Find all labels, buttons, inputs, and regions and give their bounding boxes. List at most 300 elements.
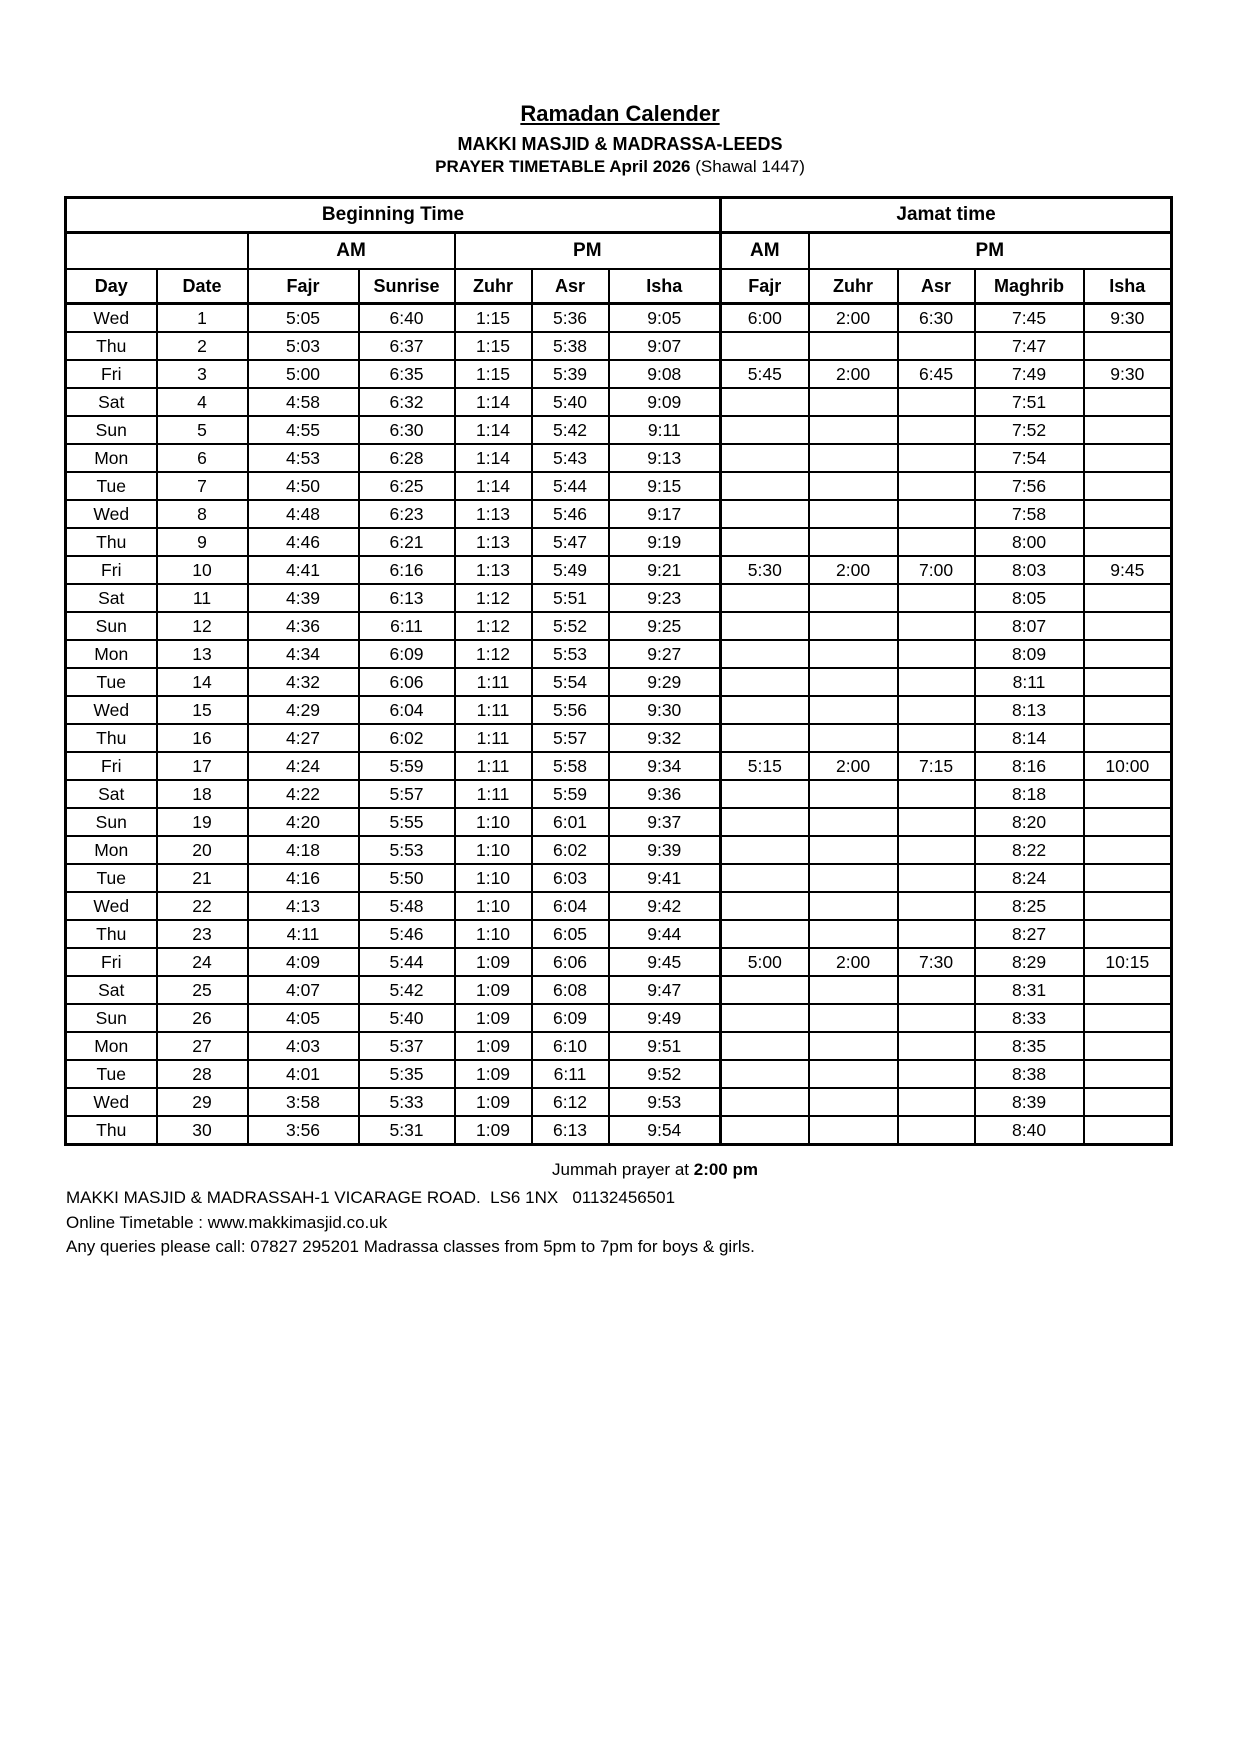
table-row — [66, 1088, 1172, 1116]
cell-zuhr-begin: 1:14 — [455, 388, 532, 416]
cell-day: Wed — [66, 696, 157, 724]
table-row — [66, 556, 1172, 584]
jummah-note — [0, 1158, 1240, 1182]
col-header-asr-begin: Asr — [532, 269, 609, 304]
cell-sunrise: 6:30 — [359, 416, 455, 444]
cell-sunrise: 6:13 — [359, 584, 455, 612]
cell-sunrise: 5:35 — [359, 1060, 455, 1088]
cell-isha-jamat — [1084, 1116, 1172, 1145]
cell-date: 18 — [157, 780, 248, 808]
cell-fajr-jamat — [721, 976, 809, 1004]
cell-maghrib-jamat: 8:13 — [975, 696, 1084, 724]
cell-asr-begin: 5:43 — [532, 444, 609, 472]
cell-zuhr-begin: 1:12 — [455, 584, 532, 612]
cell-fajr-begin: 4:32 — [248, 668, 359, 696]
cell-isha-jamat — [1084, 388, 1172, 416]
cell-zuhr-jamat — [809, 528, 898, 556]
cell-date: 20 — [157, 836, 248, 864]
cell-zuhr-jamat — [809, 1032, 898, 1060]
queries-line: Any queries please call: 07827 295201 Madrassa classes from 5pm to 7pm for boys & girls. — [66, 1237, 755, 1256]
cell-zuhr-jamat: 2:00 — [809, 556, 898, 584]
cell-asr-begin: 6:09 — [532, 1004, 609, 1032]
cell-date: 6 — [157, 444, 248, 472]
cell-maghrib-jamat: 8:16 — [975, 752, 1084, 780]
cell-maghrib-jamat: 8:24 — [975, 864, 1084, 892]
cell-asr-begin: 5:53 — [532, 640, 609, 668]
cell-sunrise: 5:44 — [359, 948, 455, 976]
table-row — [66, 416, 1172, 444]
cell-zuhr-begin: 1:14 — [455, 416, 532, 444]
cell-day: Tue — [66, 668, 157, 696]
cell-asr-begin: 6:10 — [532, 1032, 609, 1060]
cell-date: 23 — [157, 920, 248, 948]
cell-asr-jamat: 6:30 — [898, 304, 975, 333]
cell-isha-jamat — [1084, 696, 1172, 724]
cell-asr-begin: 6:01 — [532, 808, 609, 836]
page-title: Ramadan Calender — [520, 101, 720, 126]
cell-isha-begin: 9:17 — [609, 500, 721, 528]
jamat-pm-header: PM — [809, 233, 1172, 270]
cell-asr-jamat — [898, 332, 975, 360]
cell-date: 2 — [157, 332, 248, 360]
col-header-date: Date — [157, 269, 248, 304]
cell-fajr-jamat — [721, 892, 809, 920]
cell-fajr-begin: 3:56 — [248, 1116, 359, 1145]
cell-isha-begin: 9:44 — [609, 920, 721, 948]
cell-zuhr-jamat: 2:00 — [809, 360, 898, 388]
cell-zuhr-jamat — [809, 500, 898, 528]
cell-fajr-jamat — [721, 724, 809, 752]
cell-fajr-jamat — [721, 920, 809, 948]
cell-asr-begin: 5:56 — [532, 696, 609, 724]
cell-maghrib-jamat: 7:49 — [975, 360, 1084, 388]
cell-zuhr-begin: 1:15 — [455, 360, 532, 388]
cell-date: 7 — [157, 472, 248, 500]
cell-date: 19 — [157, 808, 248, 836]
cell-maghrib-jamat: 8:22 — [975, 836, 1084, 864]
meridiem-header-row — [66, 233, 1172, 270]
cell-fajr-begin: 4:16 — [248, 864, 359, 892]
cell-fajr-jamat: 5:45 — [721, 360, 809, 388]
cell-fajr-jamat — [721, 444, 809, 472]
cell-isha-begin: 9:34 — [609, 752, 721, 780]
cell-sunrise: 5:40 — [359, 1004, 455, 1032]
cell-isha-begin: 9:23 — [609, 584, 721, 612]
cell-isha-begin: 9:42 — [609, 892, 721, 920]
cell-asr-jamat — [898, 1060, 975, 1088]
cell-asr-begin: 5:54 — [532, 668, 609, 696]
cell-zuhr-begin: 1:09 — [455, 976, 532, 1004]
cell-zuhr-begin: 1:09 — [455, 948, 532, 976]
cell-sunrise: 5:46 — [359, 920, 455, 948]
cell-asr-jamat — [898, 472, 975, 500]
cell-date: 24 — [157, 948, 248, 976]
cell-isha-jamat — [1084, 416, 1172, 444]
cell-zuhr-begin: 1:11 — [455, 696, 532, 724]
cell-sunrise: 6:23 — [359, 500, 455, 528]
cell-fajr-begin: 4:41 — [248, 556, 359, 584]
cell-date: 11 — [157, 584, 248, 612]
table-row — [66, 444, 1172, 472]
cell-zuhr-jamat — [809, 416, 898, 444]
section-header-row — [66, 198, 1172, 233]
cell-maghrib-jamat: 8:14 — [975, 724, 1084, 752]
cell-sunrise: 6:21 — [359, 528, 455, 556]
cell-zuhr-jamat — [809, 1004, 898, 1032]
cell-sunrise: 6:02 — [359, 724, 455, 752]
cell-day: Tue — [66, 472, 157, 500]
cell-isha-jamat — [1084, 1060, 1172, 1088]
cell-fajr-begin: 4:03 — [248, 1032, 359, 1060]
cell-fajr-begin: 5:05 — [248, 304, 359, 333]
cell-zuhr-jamat: 2:00 — [809, 948, 898, 976]
cell-sunrise: 6:40 — [359, 304, 455, 333]
cell-date: 29 — [157, 1088, 248, 1116]
cell-sunrise: 6:35 — [359, 360, 455, 388]
cell-asr-begin: 5:36 — [532, 304, 609, 333]
cell-zuhr-begin: 1:09 — [455, 1060, 532, 1088]
cell-isha-jamat — [1084, 640, 1172, 668]
cell-asr-jamat — [898, 724, 975, 752]
cell-maghrib-jamat: 8:38 — [975, 1060, 1084, 1088]
cell-asr-jamat — [898, 500, 975, 528]
cell-asr-begin: 5:59 — [532, 780, 609, 808]
cell-date: 22 — [157, 892, 248, 920]
cell-day: Wed — [66, 1088, 157, 1116]
cell-isha-begin: 9:13 — [609, 444, 721, 472]
cell-fajr-begin: 4:13 — [248, 892, 359, 920]
cell-zuhr-jamat — [809, 472, 898, 500]
cell-asr-jamat — [898, 976, 975, 1004]
cell-fajr-begin: 4:24 — [248, 752, 359, 780]
cell-isha-begin: 9:21 — [609, 556, 721, 584]
cell-fajr-jamat: 6:00 — [721, 304, 809, 333]
cell-fajr-jamat — [721, 1088, 809, 1116]
cell-zuhr-begin: 1:14 — [455, 472, 532, 500]
cell-maghrib-jamat: 7:58 — [975, 500, 1084, 528]
cell-sunrise: 5:57 — [359, 780, 455, 808]
cell-maghrib-jamat: 8:03 — [975, 556, 1084, 584]
cell-maghrib-jamat: 8:00 — [975, 528, 1084, 556]
cell-date: 27 — [157, 1032, 248, 1060]
cell-asr-jamat — [898, 1116, 975, 1145]
cell-fajr-begin: 5:00 — [248, 360, 359, 388]
cell-maghrib-jamat: 8:07 — [975, 612, 1084, 640]
cell-zuhr-jamat — [809, 724, 898, 752]
table-row — [66, 892, 1172, 920]
cell-day: Thu — [66, 920, 157, 948]
cell-isha-begin: 9:39 — [609, 836, 721, 864]
cell-fajr-jamat — [721, 640, 809, 668]
cell-isha-jamat: 9:45 — [1084, 556, 1172, 584]
table-row — [66, 1060, 1172, 1088]
cell-zuhr-jamat — [809, 640, 898, 668]
cell-zuhr-begin: 1:12 — [455, 640, 532, 668]
cell-maghrib-jamat: 8:31 — [975, 976, 1084, 1004]
cell-isha-begin: 9:27 — [609, 640, 721, 668]
cell-isha-begin: 9:30 — [609, 696, 721, 724]
empty-corner-cell — [66, 233, 248, 270]
jummah-prefix: Jummah prayer at — [552, 1160, 694, 1179]
cell-isha-begin: 9:47 — [609, 976, 721, 1004]
jummah-time: 2:00 pm — [693, 1160, 758, 1179]
cell-isha-begin: 9:54 — [609, 1116, 721, 1145]
cell-fajr-begin: 4:48 — [248, 500, 359, 528]
cell-fajr-begin: 4:11 — [248, 920, 359, 948]
cell-fajr-jamat — [721, 668, 809, 696]
cell-date: 14 — [157, 668, 248, 696]
cell-fajr-jamat: 5:00 — [721, 948, 809, 976]
cell-zuhr-jamat — [809, 1060, 898, 1088]
timetable-heading — [0, 156, 1240, 178]
cell-asr-jamat — [898, 444, 975, 472]
cell-date: 8 — [157, 500, 248, 528]
cell-isha-begin: 9:07 — [609, 332, 721, 360]
cell-isha-begin: 9:53 — [609, 1088, 721, 1116]
cell-asr-jamat — [898, 1004, 975, 1032]
cell-isha-begin: 9:09 — [609, 388, 721, 416]
cell-asr-jamat — [898, 780, 975, 808]
cell-zuhr-begin: 1:13 — [455, 500, 532, 528]
cell-isha-jamat — [1084, 864, 1172, 892]
cell-isha-jamat — [1084, 1032, 1172, 1060]
cell-zuhr-begin: 1:11 — [455, 724, 532, 752]
cell-zuhr-begin: 1:10 — [455, 836, 532, 864]
cell-date: 28 — [157, 1060, 248, 1088]
cell-isha-begin: 9:19 — [609, 528, 721, 556]
cell-zuhr-jamat — [809, 612, 898, 640]
cell-asr-jamat — [898, 808, 975, 836]
cell-day: Mon — [66, 640, 157, 668]
cell-sunrise: 6:04 — [359, 696, 455, 724]
cell-day: Fri — [66, 948, 157, 976]
cell-isha-begin: 9:08 — [609, 360, 721, 388]
cell-isha-begin: 9:25 — [609, 612, 721, 640]
cell-asr-jamat — [898, 1032, 975, 1060]
beginning-am-header: AM — [248, 233, 455, 270]
table-row — [66, 752, 1172, 780]
cell-zuhr-jamat — [809, 808, 898, 836]
cell-isha-jamat — [1084, 724, 1172, 752]
table-row — [66, 808, 1172, 836]
cell-maghrib-jamat: 7:47 — [975, 332, 1084, 360]
col-header-isha-begin: Isha — [609, 269, 721, 304]
organisation-name: MAKKI MASJID & MADRASSA-LEEDS — [457, 134, 783, 154]
cell-fajr-jamat — [721, 612, 809, 640]
cell-sunrise: 6:16 — [359, 556, 455, 584]
cell-day: Wed — [66, 500, 157, 528]
cell-fajr-jamat — [721, 780, 809, 808]
cell-maghrib-jamat: 7:51 — [975, 388, 1084, 416]
cell-fajr-begin: 3:58 — [248, 1088, 359, 1116]
timetable-body — [66, 304, 1172, 1145]
cell-asr-jamat — [898, 1088, 975, 1116]
table-row — [66, 696, 1172, 724]
table-row — [66, 1004, 1172, 1032]
cell-date: 26 — [157, 1004, 248, 1032]
cell-maghrib-jamat: 8:25 — [975, 892, 1084, 920]
cell-zuhr-jamat — [809, 696, 898, 724]
col-header-sunrise: Sunrise — [359, 269, 455, 304]
cell-sunrise: 5:33 — [359, 1088, 455, 1116]
cell-sunrise: 5:48 — [359, 892, 455, 920]
cell-sunrise: 6:09 — [359, 640, 455, 668]
cell-date: 3 — [157, 360, 248, 388]
cell-fajr-jamat — [721, 472, 809, 500]
cell-day: Sun — [66, 1004, 157, 1032]
cell-day: Mon — [66, 444, 157, 472]
cell-fajr-jamat — [721, 808, 809, 836]
cell-isha-jamat — [1084, 1004, 1172, 1032]
cell-asr-begin: 6:06 — [532, 948, 609, 976]
cell-date: 13 — [157, 640, 248, 668]
cell-asr-begin: 6:03 — [532, 864, 609, 892]
cell-zuhr-begin: 1:10 — [455, 864, 532, 892]
cell-isha-begin: 9:52 — [609, 1060, 721, 1088]
table-row — [66, 640, 1172, 668]
cell-sunrise: 5:31 — [359, 1116, 455, 1145]
cell-fajr-begin: 4:34 — [248, 640, 359, 668]
cell-fajr-begin: 4:29 — [248, 696, 359, 724]
cell-isha-jamat: 10:00 — [1084, 752, 1172, 780]
cell-asr-begin: 5:58 — [532, 752, 609, 780]
cell-isha-jamat — [1084, 668, 1172, 696]
cell-isha-begin: 9:11 — [609, 416, 721, 444]
cell-date: 1 — [157, 304, 248, 333]
cell-day: Sat — [66, 584, 157, 612]
cell-zuhr-jamat — [809, 976, 898, 1004]
cell-fajr-begin: 4:22 — [248, 780, 359, 808]
cell-maghrib-jamat: 7:54 — [975, 444, 1084, 472]
cell-maghrib-jamat: 8:29 — [975, 948, 1084, 976]
cell-asr-jamat: 7:30 — [898, 948, 975, 976]
table-row — [66, 584, 1172, 612]
cell-maghrib-jamat: 7:45 — [975, 304, 1084, 333]
table-row — [66, 780, 1172, 808]
cell-asr-begin: 5:40 — [532, 388, 609, 416]
table-row — [66, 920, 1172, 948]
cell-zuhr-jamat — [809, 836, 898, 864]
cell-asr-jamat — [898, 416, 975, 444]
cell-fajr-begin: 4:53 — [248, 444, 359, 472]
cell-fajr-begin: 4:46 — [248, 528, 359, 556]
cell-asr-jamat — [898, 388, 975, 416]
table-row — [66, 304, 1172, 333]
cell-zuhr-begin: 1:09 — [455, 1032, 532, 1060]
cell-maghrib-jamat: 8:18 — [975, 780, 1084, 808]
cell-isha-jamat: 9:30 — [1084, 360, 1172, 388]
cell-isha-jamat: 9:30 — [1084, 304, 1172, 333]
cell-day: Sun — [66, 612, 157, 640]
cell-sunrise: 6:11 — [359, 612, 455, 640]
cell-sunrise: 6:32 — [359, 388, 455, 416]
cell-zuhr-begin: 1:11 — [455, 668, 532, 696]
column-header-row — [66, 269, 1172, 304]
cell-sunrise: 5:59 — [359, 752, 455, 780]
cell-sunrise: 6:37 — [359, 332, 455, 360]
beginning-time-header: Beginning Time — [66, 198, 721, 233]
cell-asr-begin: 6:08 — [532, 976, 609, 1004]
cell-isha-jamat — [1084, 1088, 1172, 1116]
table-row — [66, 948, 1172, 976]
table-row — [66, 724, 1172, 752]
table-row — [66, 864, 1172, 892]
footer — [0, 1158, 1240, 1260]
table-row — [66, 528, 1172, 556]
cell-isha-begin: 9:36 — [609, 780, 721, 808]
cell-asr-begin: 5:57 — [532, 724, 609, 752]
cell-asr-begin: 6:13 — [532, 1116, 609, 1145]
cell-fajr-jamat — [721, 500, 809, 528]
footer-lines — [66, 1186, 1240, 1260]
cell-sunrise: 5:42 — [359, 976, 455, 1004]
cell-isha-jamat — [1084, 500, 1172, 528]
cell-fajr-jamat — [721, 1032, 809, 1060]
cell-maghrib-jamat: 7:52 — [975, 416, 1084, 444]
cell-zuhr-jamat — [809, 444, 898, 472]
cell-zuhr-begin: 1:13 — [455, 528, 532, 556]
cell-asr-begin: 5:42 — [532, 416, 609, 444]
cell-fajr-jamat — [721, 416, 809, 444]
cell-fajr-begin: 5:03 — [248, 332, 359, 360]
cell-date: 16 — [157, 724, 248, 752]
cell-isha-begin: 9:49 — [609, 1004, 721, 1032]
cell-fajr-begin: 4:07 — [248, 976, 359, 1004]
col-header-maghrib-jamat: Maghrib — [975, 269, 1084, 304]
cell-zuhr-jamat — [809, 1116, 898, 1145]
cell-isha-begin: 9:29 — [609, 668, 721, 696]
cell-date: 4 — [157, 388, 248, 416]
table-row — [66, 500, 1172, 528]
table-row — [66, 360, 1172, 388]
cell-asr-begin: 5:39 — [532, 360, 609, 388]
table-row — [66, 836, 1172, 864]
cell-zuhr-jamat — [809, 892, 898, 920]
cell-sunrise: 5:55 — [359, 808, 455, 836]
cell-date: 12 — [157, 612, 248, 640]
cell-day: Fri — [66, 752, 157, 780]
cell-asr-begin: 5:49 — [532, 556, 609, 584]
cell-asr-begin: 6:12 — [532, 1088, 609, 1116]
cell-fajr-jamat — [721, 696, 809, 724]
cell-day: Sun — [66, 808, 157, 836]
cell-fajr-jamat — [721, 836, 809, 864]
cell-zuhr-jamat — [809, 668, 898, 696]
cell-asr-jamat — [898, 696, 975, 724]
cell-asr-begin: 5:47 — [532, 528, 609, 556]
cell-isha-jamat — [1084, 528, 1172, 556]
cell-sunrise: 5:37 — [359, 1032, 455, 1060]
cell-isha-jamat — [1084, 612, 1172, 640]
cell-asr-begin: 6:05 — [532, 920, 609, 948]
cell-fajr-begin: 4:05 — [248, 1004, 359, 1032]
cell-asr-begin: 5:38 — [532, 332, 609, 360]
cell-isha-jamat — [1084, 472, 1172, 500]
cell-isha-begin: 9:45 — [609, 948, 721, 976]
cell-asr-jamat: 6:45 — [898, 360, 975, 388]
cell-fajr-begin: 4:09 — [248, 948, 359, 976]
cell-asr-jamat — [898, 640, 975, 668]
timetable-note: (Shawal 1447) — [690, 157, 805, 176]
title-block — [0, 0, 1240, 178]
cell-fajr-jamat — [721, 1004, 809, 1032]
cell-isha-begin: 9:32 — [609, 724, 721, 752]
cell-asr-jamat — [898, 892, 975, 920]
cell-asr-jamat — [898, 584, 975, 612]
cell-maghrib-jamat: 8:20 — [975, 808, 1084, 836]
cell-asr-begin: 5:44 — [532, 472, 609, 500]
cell-asr-jamat — [898, 668, 975, 696]
